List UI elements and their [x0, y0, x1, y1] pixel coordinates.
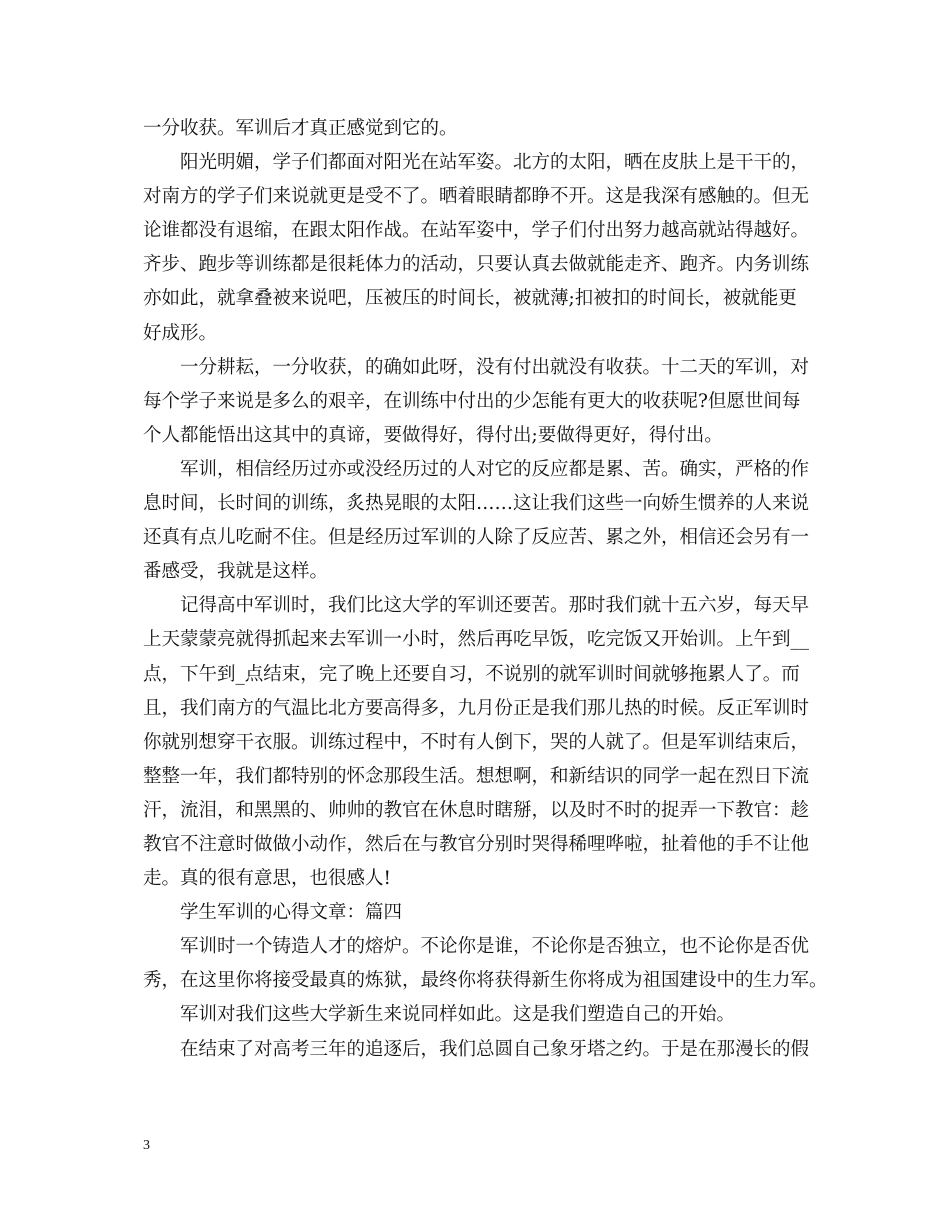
text-line: 且，我们南方的气温比北方要高得多，九月份正是我们那儿热的时候。反正军训时 — [143, 697, 810, 719]
text-line: 你就别想穿干衣服。训练过程中，不时有人倒下，哭的人就了。但是军训结束后， — [143, 731, 810, 753]
text-line: 亦如此，就拿叠被来说吧，压被压的时间长，被就薄;扣被扣的时间长，被就能更 — [143, 288, 797, 310]
text-line: 教官不注意时做做小动作，然后在与教官分别时哭得稀哩哗啦，扯着他的手不让他 — [143, 833, 810, 855]
text-line: 对南方的学子们来说就更是受不了。晒着眼睛都睁不开。这是我深有感触的。但无 — [143, 186, 810, 208]
text-line: 阳光明媚，学子们都面对阳光在站军姿。北方的太阳，晒在皮肤上是干干的， — [180, 152, 810, 174]
text-line: 在结束了对高考三年的追逐后，我们总圆自己象牙塔之约。于是在那漫长的假 — [180, 1038, 810, 1060]
text-line: 走。真的很有意思，也很感人! — [143, 868, 391, 890]
text-line: 秀，在这里你将接受最真的炼狱，最终你将获得新生你将成为祖国建设中的生力军。 — [143, 970, 828, 992]
text-line: 汗，流泪，和黑黑的、帅帅的教官在休息时瞎掰，以及时不时的捉弄一下教官：趁 — [143, 799, 810, 821]
text-line: 整整一年，我们都特别的怀念那段生活。想想啊，和新结识的同学一起在烈日下流 — [143, 765, 810, 787]
text-line: 齐步、跑步等训练都是很耗体力的活动，只要认真去做就能走齐、跑齐。内务训练 — [143, 254, 810, 276]
text-line: 番感受，我就是这样。 — [143, 561, 329, 583]
text-line: 一分收获。军训后才真正感觉到它的。 — [143, 118, 458, 139]
text-line: 军训对我们这些大学新生来说同样如此。这是我们塑造自己的开始。 — [180, 1004, 736, 1026]
text-line: 点，下午到_点结束，完了晚上还要自习，不说别的就军训时间就够拖累人了。而 — [143, 663, 800, 685]
text-line: 军训，相信经历过亦或没经历过的人对它的反应都是累、苦。确实，严格的作 — [180, 458, 810, 480]
text-line: 个人都能悟出这其中的真谛，要做得好，得付出;要做得更好，得付出。 — [143, 424, 723, 446]
text-line: 论谁都没有退缩，在跟太阳作战。在站军姿中，学子们付出努力越高就站得越好。 — [143, 220, 810, 242]
text-line: 军训时一个铸造人才的熔炉。不论你是谁，不论你是否独立，也不论你是否优 — [180, 936, 810, 958]
text-line: 记得高中军训时，我们比这大学的军训还要苦。那时我们就十五六岁，每天早 — [180, 595, 810, 617]
text-line: 上天蒙蒙亮就得抓起来去军训一小时，然后再吃早饭，吃完饭又开始训。上午到__ — [143, 629, 810, 651]
text-line: 学生军训的心得文章：篇四 — [180, 902, 403, 924]
text-line: 每个学子来说是多么的艰辛，在训练中付出的少怎能有更大的收获呢?但愿世间每 — [143, 390, 801, 412]
page-number: 3 — [143, 1138, 150, 1153]
document-body — [143, 112, 828, 1067]
text-line: 好成形。 — [143, 322, 218, 344]
text-line: 还真有点儿吃耐不住。但是经历过军训的人除了反应苦、累之外，相信还会另有一 — [143, 527, 810, 549]
text-line: 息时间，长时间的训练，炙热晃眼的太阳……这让我们这些一向娇生惯养的人来说 — [143, 493, 810, 515]
text-line: 一分耕耘，一分收获，的确如此呀，没有付出就没有收获。十二天的军训，对 — [180, 356, 810, 378]
